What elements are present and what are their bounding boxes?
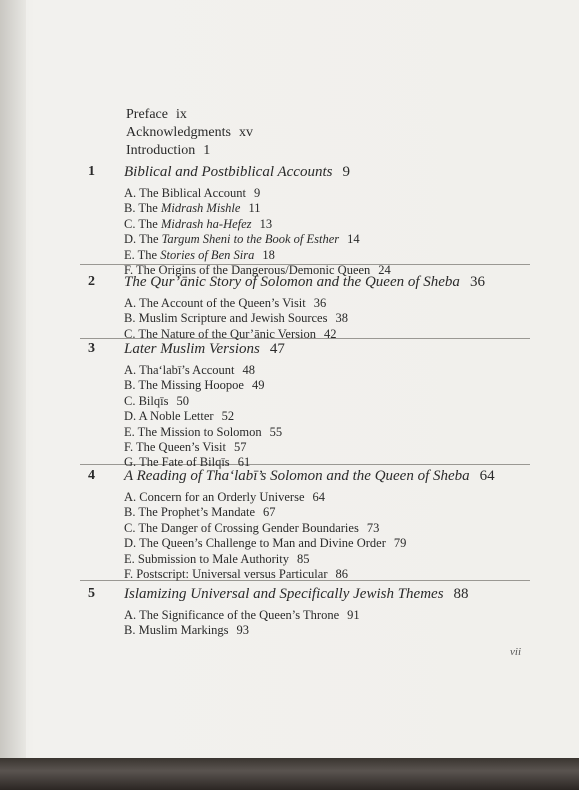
chapter-number: 2 xyxy=(88,274,95,289)
section-item xyxy=(124,623,360,638)
section-item xyxy=(124,311,348,326)
section-page: 48 xyxy=(242,363,256,377)
chapter-title-text: The Qur’ānic Story of Solomon and the Queen of Sheba xyxy=(124,274,460,290)
section-item xyxy=(124,201,391,216)
section-page: 36 xyxy=(313,296,327,310)
section-item xyxy=(124,536,406,551)
section-title: A Noble Letter xyxy=(138,409,214,424)
chapter-number: 5 xyxy=(88,586,95,601)
section-letter: A. xyxy=(124,490,137,504)
section-item xyxy=(124,608,360,623)
section-letter: F. xyxy=(124,440,134,455)
section-title-italic: Midrash ha-Hefez xyxy=(160,216,252,231)
section-item xyxy=(124,378,282,393)
section-letter: A. xyxy=(124,608,137,622)
section-title: The Danger of Crossing Gender Boundaries xyxy=(138,520,359,535)
section-title: The Missing Hoopoe xyxy=(138,378,244,393)
section-title: The xyxy=(138,216,161,231)
section-page: 11 xyxy=(248,201,261,216)
section-letter: D. xyxy=(124,409,137,424)
section-item xyxy=(124,363,282,378)
section-page: 14 xyxy=(347,232,360,247)
chapter-page: 9 xyxy=(342,164,350,180)
chapter-title xyxy=(124,341,285,358)
page-gutter xyxy=(0,0,26,760)
section-page: 86 xyxy=(335,567,348,582)
section-title: The xyxy=(137,247,161,262)
front-matter-item: Introduction 1 xyxy=(126,143,211,158)
section-letter: B. xyxy=(124,201,136,216)
section-page: 64 xyxy=(312,490,325,504)
section-page: 57 xyxy=(233,440,247,455)
chapter-title xyxy=(124,468,495,485)
section-letter: D. xyxy=(124,232,137,247)
section-page: 91 xyxy=(347,608,360,622)
section-item xyxy=(124,505,406,520)
chapter-title-text: Islamizing Universal and Specifically Jewish Themes xyxy=(124,586,444,602)
section-page: 49 xyxy=(251,378,265,393)
section-title: The Significance of the Queen’s Throne xyxy=(139,608,340,622)
section-letter: A. xyxy=(124,296,137,310)
section-title-italic: Targum Sheni to the Book of Esther xyxy=(161,232,340,247)
front-matter-item: Acknowledgments xv xyxy=(126,125,253,140)
section-letter: C. xyxy=(124,393,136,408)
section-title: The Mission to Solomon xyxy=(137,424,262,439)
section-item xyxy=(124,567,406,582)
section-letter: E. xyxy=(124,247,135,262)
chapter-page: 36 xyxy=(469,274,485,290)
section-title: The xyxy=(139,232,162,247)
section-page: 73 xyxy=(366,520,380,535)
chapter-title-text: Biblical and Postbiblical Accounts xyxy=(124,164,333,180)
section-page: 42 xyxy=(323,326,337,341)
section-letter: E. xyxy=(124,424,135,439)
chapter-number: 4 xyxy=(88,468,95,483)
chapter-number: 1 xyxy=(88,164,95,179)
section-title: The Origins of the Dangerous/Demonic Queen xyxy=(135,263,371,278)
section-item xyxy=(124,296,348,311)
section-list xyxy=(124,363,282,471)
section-page: 93 xyxy=(236,623,250,638)
chapter-number: 3 xyxy=(88,341,95,356)
section-letter: G. xyxy=(124,455,137,470)
section-letter: E. xyxy=(124,551,135,566)
section-item xyxy=(124,425,282,440)
section-item xyxy=(124,248,391,263)
section-item xyxy=(124,232,391,247)
section-title: The Queen’s Challenge to Man and Divine Order xyxy=(139,536,386,551)
book-bottom-edge xyxy=(0,758,579,790)
section-title-italic: Stories of Ben Sira xyxy=(160,247,255,262)
section-item xyxy=(124,217,391,232)
section-item xyxy=(124,521,406,536)
chapter-page: 47 xyxy=(269,341,285,357)
section-list xyxy=(124,490,406,582)
section-list xyxy=(124,296,348,342)
chapter-page: 64 xyxy=(479,468,495,484)
section-title: The Biblical Account xyxy=(139,186,246,200)
section-title: Postscript: Universal versus Particular xyxy=(136,567,328,582)
section-title-italic: Midrash Mishle xyxy=(160,201,241,216)
section-letter: F. xyxy=(124,263,134,278)
chapter-title-text: A Reading of Tha‘labī’s Solomon and the Queen of Sheba xyxy=(124,468,470,484)
section-list xyxy=(124,186,391,278)
section-item xyxy=(124,327,348,342)
section-title: Concern for an Orderly Universe xyxy=(139,490,305,504)
section-page: 79 xyxy=(393,536,407,551)
section-title: The Fate of Bilqīs xyxy=(139,455,230,470)
section-title: The Prophet’s Mandate xyxy=(138,505,256,520)
section-item xyxy=(124,440,282,455)
section-page: 85 xyxy=(296,551,310,566)
section-letter: B. xyxy=(124,378,136,393)
section-letter: B. xyxy=(124,505,136,520)
chapter-title xyxy=(124,164,350,181)
section-letter: A. xyxy=(124,186,137,200)
section-letter: C. xyxy=(124,520,136,535)
section-letter: B. xyxy=(124,311,136,326)
section-item xyxy=(124,490,406,505)
page-number: vii xyxy=(510,646,521,658)
section-letter: C. xyxy=(124,326,136,341)
section-title: Submission to Male Authority xyxy=(137,551,289,566)
section-item xyxy=(124,394,282,409)
chapter-title-text: Later Muslim Versions xyxy=(124,341,260,357)
section-page: 38 xyxy=(335,311,348,326)
section-list xyxy=(124,608,360,639)
section-page: 13 xyxy=(259,216,273,231)
section-page: 18 xyxy=(262,247,275,262)
section-title: Tha‘labī’s Account xyxy=(139,363,235,377)
section-letter: C. xyxy=(124,216,136,231)
section-page: 50 xyxy=(176,393,189,408)
section-item xyxy=(124,409,282,424)
chapter-title xyxy=(124,586,469,603)
section-page: 9 xyxy=(253,186,261,200)
section-title: Bilqīs xyxy=(138,393,169,408)
section-item xyxy=(124,552,406,567)
section-title: Muslim Markings xyxy=(138,623,229,638)
section-title: The xyxy=(138,201,161,216)
section-title: Muslim Scripture and Jewish Sources xyxy=(138,311,328,326)
section-page: 61 xyxy=(237,455,251,470)
chapter-page: 88 xyxy=(453,586,469,602)
section-letter: D. xyxy=(124,536,137,551)
section-title: The Queen’s Visit xyxy=(135,440,226,455)
front-matter-list xyxy=(126,106,253,160)
section-letter: B. xyxy=(124,623,136,638)
section-page: 55 xyxy=(269,424,283,439)
section-title: The Account of the Queen’s Visit xyxy=(139,296,306,310)
section-item xyxy=(124,186,391,201)
front-matter-item: Preface ix xyxy=(126,107,187,122)
section-letter: A. xyxy=(124,363,137,377)
section-page: 24 xyxy=(378,263,391,278)
section-letter: F. xyxy=(124,567,134,582)
section-page: 67 xyxy=(263,505,276,520)
section-page: 52 xyxy=(221,409,235,424)
section-title: The Nature of the Qur’ānic Version xyxy=(138,326,316,341)
chapter-title xyxy=(124,274,485,291)
